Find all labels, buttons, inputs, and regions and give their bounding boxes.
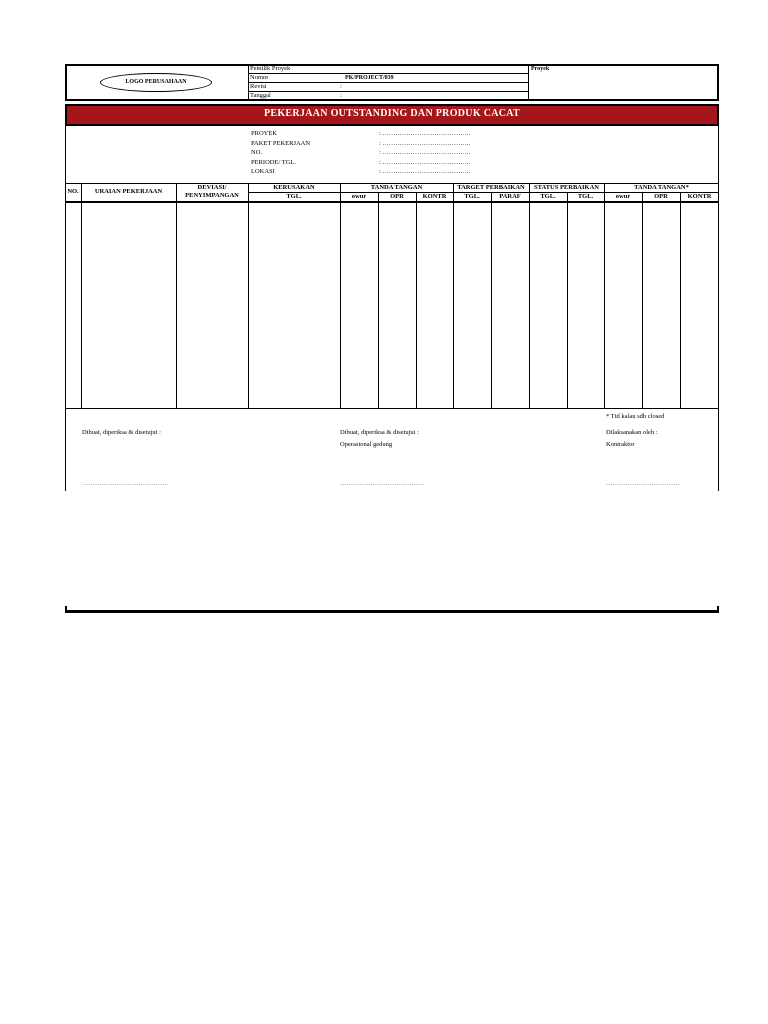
header-label-nomor: Nomor [250, 74, 269, 81]
table-subheader-line [248, 192, 719, 193]
info-label-no: NO. [251, 149, 263, 156]
header-divider [528, 64, 529, 101]
header-row-line [248, 82, 528, 83]
info-value-proyek: : ………………………………….. [379, 130, 471, 137]
info-label-lokasi: LOKASI [251, 168, 275, 175]
page-bottom-rule [65, 610, 719, 613]
table-bottom-line [65, 408, 719, 409]
col-header-tanda-tangan: TANDA TANGAN [370, 184, 423, 191]
table-subcol-line [416, 192, 417, 408]
page-bottom-tick [65, 606, 67, 612]
table-subcol-line [378, 192, 379, 408]
table-subcol-line [642, 192, 643, 408]
header-value-tanggal: : [340, 92, 342, 99]
signature-line-2: ………………………………… [340, 480, 425, 487]
subheader-opr-2: OPR [654, 193, 668, 200]
signature-role-3: Kontraktor [606, 441, 635, 448]
col-header-target: TARGET PERBAIKAN [457, 184, 525, 191]
table-col-line [176, 183, 177, 408]
table-col-line [248, 183, 249, 408]
subheader-target-tgl: TGL. [464, 193, 480, 200]
header-proyek-label: Proyek [531, 66, 550, 72]
table-col-line [340, 183, 341, 408]
subheader-kontr-2: KONTR [687, 193, 712, 200]
info-label-proyek: PROYEK [251, 130, 278, 137]
table-col-line [453, 183, 454, 408]
header-value-revisi: : [340, 83, 342, 90]
col-header-deviasi-2: PENYIMPANGAN [185, 192, 239, 199]
header-label-pemilik: Pemilik Proyek [250, 65, 291, 72]
info-value-periode: : ………………………………….. [379, 159, 471, 166]
col-header-kerusakan: KERUSAKAN [273, 184, 315, 191]
signature-line-3: …………………………….. [606, 480, 681, 487]
subheader-owner: owur [351, 193, 367, 200]
signature-line-1: …………………………………. [82, 480, 169, 487]
col-header-no: NO. [67, 188, 79, 195]
subheader-kerusakan-tgl: TGL. [286, 193, 302, 200]
table-col-line [81, 183, 82, 408]
header-row-line [248, 73, 528, 74]
info-label-periode: PERIODE/ TGL. [251, 159, 297, 166]
col-header-status: STATUS PERBAIKAN [534, 184, 599, 191]
subheader-paraf: PARAF [499, 193, 521, 200]
col-header-tanda-tangan-closed: TANDA TANGAN* [634, 184, 689, 191]
info-value-lokasi: : ………………………………….. [379, 168, 471, 175]
logo-label: LOGO PERUSAHAAN [125, 79, 187, 85]
subheader-status-tgl-2: TGL. [577, 193, 594, 200]
subheader-opr: OPR [390, 193, 404, 200]
table-col-line [529, 183, 530, 408]
table-subcol-line [491, 192, 492, 408]
signature-role-2: Operasional gedung [340, 441, 393, 448]
table-subcol-line [680, 192, 681, 408]
table-col-line [604, 183, 605, 408]
table-subcol-line [567, 192, 568, 408]
signature-label-1: Dibuat, diperiksa & disetujui : [82, 429, 161, 436]
header-value-nomor: PK/PROJECT/039 [345, 75, 394, 81]
document-title: PEKERJAAN OUTSTANDING DAN PRODUK CACAT [263, 108, 521, 119]
subheader-status-tgl: TGL. [540, 193, 556, 200]
signature-label-3: Dilaksanakan oleh : [606, 429, 658, 436]
page-bottom-tick [717, 606, 719, 612]
closed-note: * Ttd kalau sdh closed [606, 413, 665, 420]
subheader-kontr: KONTR [422, 193, 447, 200]
info-label-paket: PAKET PEKERJAAN [251, 140, 311, 147]
info-value-no: : ………………………………….. [379, 149, 471, 156]
col-header-uraian: URAIAN PEKERJAAN [94, 188, 163, 195]
col-header-deviasi: DEVIASI/ [197, 184, 227, 191]
header-row-line [248, 91, 528, 92]
header-label-tanggal: Tanggal [250, 92, 271, 99]
info-value-paket: : ………………………………….. [379, 140, 471, 147]
signature-label-2: Dibuat, diperiksa & disetujui : [340, 429, 419, 436]
table-header-bottom-line [65, 201, 719, 203]
subheader-owner-2: owur [615, 193, 631, 200]
header-label-revisi: Revisi [250, 83, 267, 90]
